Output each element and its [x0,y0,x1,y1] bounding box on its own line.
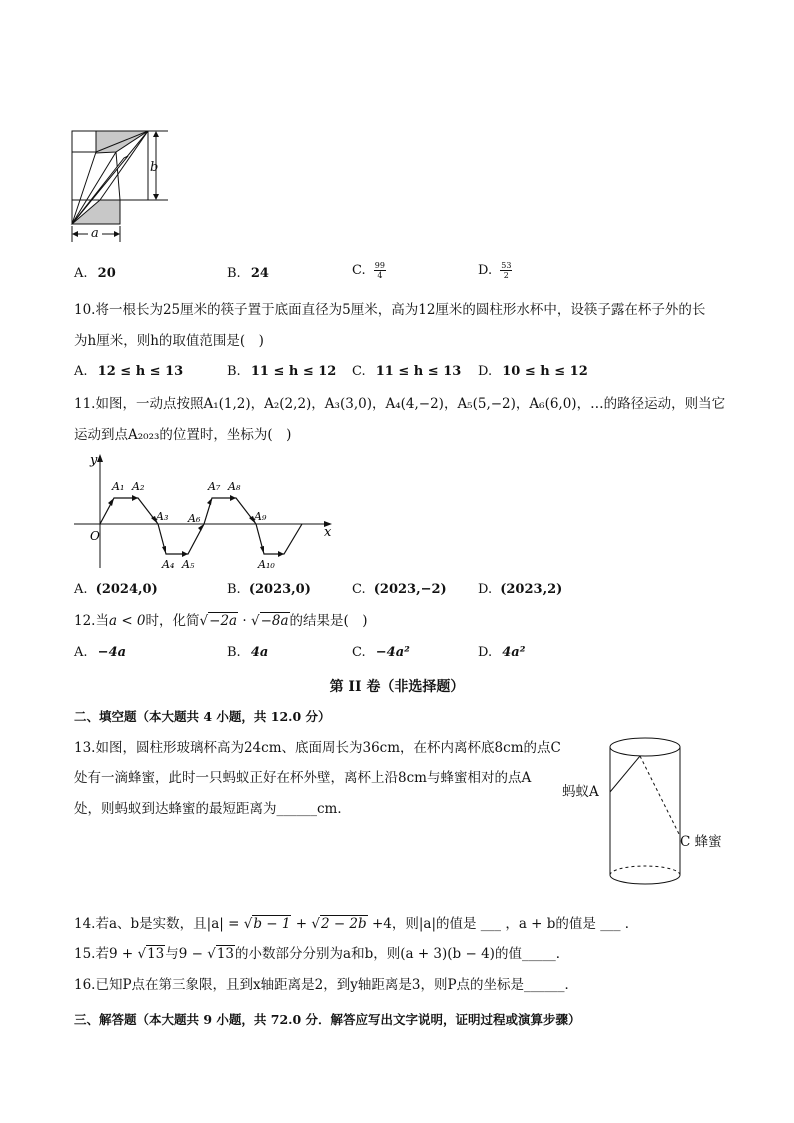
q14-plus: + [291,916,312,932]
option-letter: D. [478,263,493,278]
q12-stem [74,613,368,629]
option-value: (2024,0) [95,582,158,597]
q11-y-label: y [90,453,98,468]
numerator: 99 [374,261,385,270]
q12-mid: 时，化简 [145,613,200,629]
q12-option-a[interactable] [74,645,126,660]
q13-line1: 13.如图，圆柱形玻璃杯高为24cm、底面周长为36cm，在杯内离杯底8cm的点C [74,740,561,756]
option-value: −4a² [375,645,410,660]
option-letter: B. [227,582,241,597]
q15-radicand-2: 13 [216,946,235,962]
q14-stem [74,916,638,932]
fraction [374,261,386,280]
fraction [500,261,512,280]
option-value: (2023,−2) [373,582,447,597]
section3-heading: 三、解答题（本大题共 9 小题，共 72.0 分．解答应写出文字说明，证明过程或演算步骤） [74,1012,581,1027]
q12-dot: · [238,613,251,629]
q11-point-a7: A₇ [208,480,221,493]
q10-option-b[interactable] [227,364,336,379]
q14-prefix: 14.若a、b是实数，且|a| = [74,916,244,932]
q13-honey-label: C 蜂蜜 [680,834,722,850]
option-value: 20 [97,266,116,281]
q11-x-label: x [324,525,332,540]
q14-radicand-1: b − 1 [253,916,291,932]
q15-radicand-1: 13 [147,946,165,962]
q12-radicand-1: −2a [209,613,238,629]
denominator: 2 [503,271,509,280]
sqrt-sign: √ [311,916,320,932]
q10-line2: 为h厘米，则h的取值范围是( ) [74,333,264,349]
option-value: (2023,2) [500,582,563,597]
q13-cylinder-figure [600,735,690,890]
q13-line2: 处有一滴蜂蜜，此时一只蚂蚁正好在杯外壁，离杯上沿8cm与蜂蜜相对的点A [74,770,532,786]
option-value: 12 ≤ h ≤ 13 [97,364,184,379]
q9-figure [68,128,178,246]
q11-point-a5: A₅ [182,558,195,571]
q11-option-c[interactable] [352,582,447,597]
option-letter: A. [74,582,88,597]
option-value: 11 ≤ h ≤ 12 [250,364,337,379]
q15-prefix: 15.若9 + [74,946,138,962]
q11-point-a8: A₈ [228,480,241,493]
option-value: 10 ≤ h ≤ 12 [502,364,588,379]
option-value: 4a² [502,645,526,660]
q11-point-a1: A₁ [112,480,125,493]
numerator: 53 [501,261,512,270]
q11-line1: 11.如图，一动点按照A₁(1,2)，A₂(2,2)，A₃(3,0)，A₄(4,−2)，A₅(5,−2)，A₆(6,0)，…的路径运动，则当它 [74,396,726,412]
q11-point-a4: A₄ [162,558,175,571]
q16-stem: 16.已知P点在第三象限，且到x轴距离是2，到y轴距离是3，则P点的坐标是______． [74,977,579,993]
q10-option-c[interactable] [352,364,461,379]
q9-label-b: b [150,160,159,175]
q9-label-a: a [91,226,99,241]
q12-prefix: 12.当 [74,613,109,629]
q13-line3: 处，则蚂蚁到达蜂蜜的最短距离为______cm． [74,801,351,817]
q15-stem [74,946,569,962]
q11-option-d[interactable] [478,582,562,597]
q10-option-a[interactable] [74,364,183,379]
option-letter: C. [352,582,366,597]
sqrt-sign: √ [137,946,147,962]
q13-ant-label: 蚂蚁A [562,784,599,800]
option-letter: B. [227,364,241,379]
q9-option-a[interactable] [74,266,116,281]
option-letter: D. [478,645,493,660]
option-letter: C. [352,645,366,660]
option-value: 24 [250,266,269,281]
option-letter: B. [227,266,241,281]
section2-heading: 二、填空题（本大题共 4 小题，共 12.0 分） [74,709,331,724]
option-letter: A. [74,266,88,281]
q9-option-b[interactable] [227,266,269,281]
q14-radicand-2: 2 − 2b [320,916,367,932]
q11-point-a3: A₃ [156,510,169,523]
q12-suffix: 的结果是( ) [289,613,368,629]
sqrt-sign: √ [243,916,253,932]
option-letter: D. [478,582,493,597]
part2-title: 第 II 卷（非选择题） [329,679,465,695]
option-letter: B. [227,645,241,660]
q14-suffix: +4，则|a|的值是 ___ ，a + b的值是 ___ ． [367,916,639,932]
q12-option-d[interactable] [478,645,525,660]
q11-point-a10: A₁₀ [258,558,275,571]
q11-origin-label: O [90,529,100,543]
q11-option-a[interactable] [74,582,158,597]
sqrt-sign: √ [207,946,216,962]
option-value: −4a [97,645,127,660]
q12-condition: a < 0 [108,613,146,629]
q15-suffix: 的小数部分分别为a和b，则(a + 3)(b − 4)的值_____． [235,946,570,962]
q11-line2: 运动到点A₂₀₂₃的位置时，坐标为( ) [74,427,292,443]
q10-option-d[interactable] [478,364,588,379]
option-letter: A. [74,364,88,379]
q9-option-c[interactable] [352,261,386,280]
option-value: (2023,0) [248,582,311,597]
q11-figure [70,450,340,576]
q12-option-c[interactable] [352,645,410,660]
q12-radicand-2: −8a [260,613,289,629]
q15-mid: 与9 − [165,946,208,962]
option-letter: D. [478,364,493,379]
sqrt-sign: √ [199,613,209,629]
q12-option-b[interactable] [227,645,268,660]
q11-point-a6: A₆ [188,512,201,525]
option-value: 4a [250,645,269,660]
q11-point-a2: A₂ [132,480,145,493]
option-value: 11 ≤ h ≤ 13 [375,364,462,379]
q11-point-a9: A₉ [254,510,267,523]
option-letter: C. [352,263,366,278]
q11-option-b[interactable] [227,582,311,597]
option-letter: C. [352,364,366,379]
sqrt-sign: √ [250,613,260,629]
q10-line1: 10.将一根长为25厘米的筷子置于底面直径为5厘米，高为12厘米的圆柱形水杯中，设筷子露在杯子外的长 [74,302,706,318]
q9-option-d[interactable] [478,261,512,280]
option-letter: A. [74,645,88,660]
denominator: 4 [377,271,383,280]
